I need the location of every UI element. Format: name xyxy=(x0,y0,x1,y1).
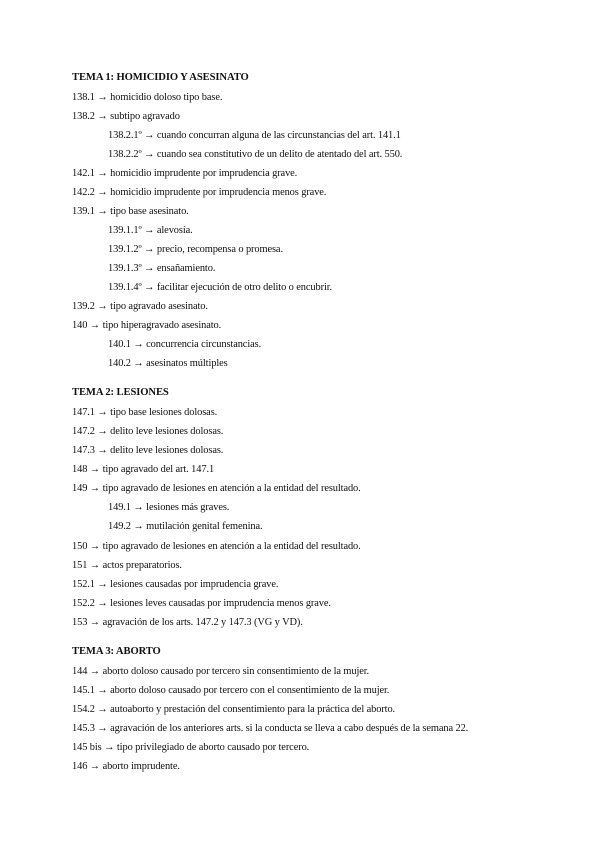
list-item: 146 → aborto imprudente. xyxy=(72,761,180,772)
list-subitem: 139.1.1º → alevosía. xyxy=(108,225,193,236)
list-subitem: 149.1 → lesiones más graves. xyxy=(108,502,230,513)
list-item: 147.2 → delito leve lesiones dolosas. xyxy=(72,426,224,437)
list-item: 140 → tipo hiperagravado asesinato. xyxy=(72,320,222,331)
list-item: 144 → aborto doloso causado por tercero sin consentimiento de la mujer. xyxy=(72,666,370,677)
list-subitem: 138.2.2º → cuando sea constitutivo de un delito de atentado del art. 550. xyxy=(108,149,403,160)
list-item: 147.3 → delito leve lesiones dolosas. xyxy=(72,445,224,456)
list-item: 145 bis → tipo privilegiado de aborto causado por tercero. xyxy=(72,742,310,753)
list-item: 149 → tipo agravado de lesiones en atención a la entidad del resultado. xyxy=(72,483,361,494)
list-item: 139.2 → tipo agravado asesinato. xyxy=(72,301,208,312)
section-heading: TEMA 2: LESIONES xyxy=(72,387,169,398)
list-item: 151 → actos preparatorios. xyxy=(72,560,182,571)
list-item: 152.2 → lesiones leves causadas por imprudencia menos grave. xyxy=(72,598,331,609)
list-subitem: 139.1.2º → precio, recompensa o promesa. xyxy=(108,244,283,255)
list-item: 148 → tipo agravado del art. 147.1 xyxy=(72,464,215,475)
list-subitem: 140.1 → concurrencia circunstancias. xyxy=(108,339,262,350)
list-item: 153 → agravación de los arts. 147.2 y 147.3 (VG y VD). xyxy=(72,617,303,628)
list-item: 142.1 → homicidio imprudente por imprudencia grave. xyxy=(72,168,298,179)
list-item: 147.1 → tipo base lesiones dolosas. xyxy=(72,407,218,418)
list-item: 150 → tipo agravado de lesiones en atención a la entidad del resultado. xyxy=(72,541,361,552)
list-subitem: 139.1.4º → facilitar ejecución de otro delito o encubrir. xyxy=(108,282,333,293)
list-item: 145.3 → agravación de los anteriores arts. si la conducta se lleva a cabo después de la semana 22. xyxy=(72,723,469,734)
list-subitem: 138.2.1º → cuando concurran alguna de las circunstancias del art. 141.1 xyxy=(108,130,401,141)
section-heading: TEMA 3: ABORTO xyxy=(72,646,161,657)
section-heading: TEMA 1: HOMICIDIO Y ASESINATO xyxy=(72,72,249,83)
list-item: 145.1 → aborto doloso causado por tercero con el consentimiento de la mujer. xyxy=(72,685,390,696)
list-item: 139.1 → tipo base asesinato. xyxy=(72,206,189,217)
list-item: 152.1 → lesiones causadas por imprudencia grave. xyxy=(72,579,279,590)
list-item: 138.2 → subtipo agravado xyxy=(72,111,180,122)
list-subitem: 139.1.3º → ensañamiento. xyxy=(108,263,216,274)
list-subitem: 140.2 → asesinatos múltiples xyxy=(108,358,228,369)
list-item: 142.2 → homicidio imprudente por imprudencia menos grave. xyxy=(72,187,327,198)
list-item: 138.1 → homicidio doloso tipo base. xyxy=(72,92,223,103)
list-subitem: 149.2 → mutilación genital femenina. xyxy=(108,521,263,532)
list-item: 154.2 → autoaborto y prestación del consentimiento para la práctica del aborto. xyxy=(72,704,396,715)
